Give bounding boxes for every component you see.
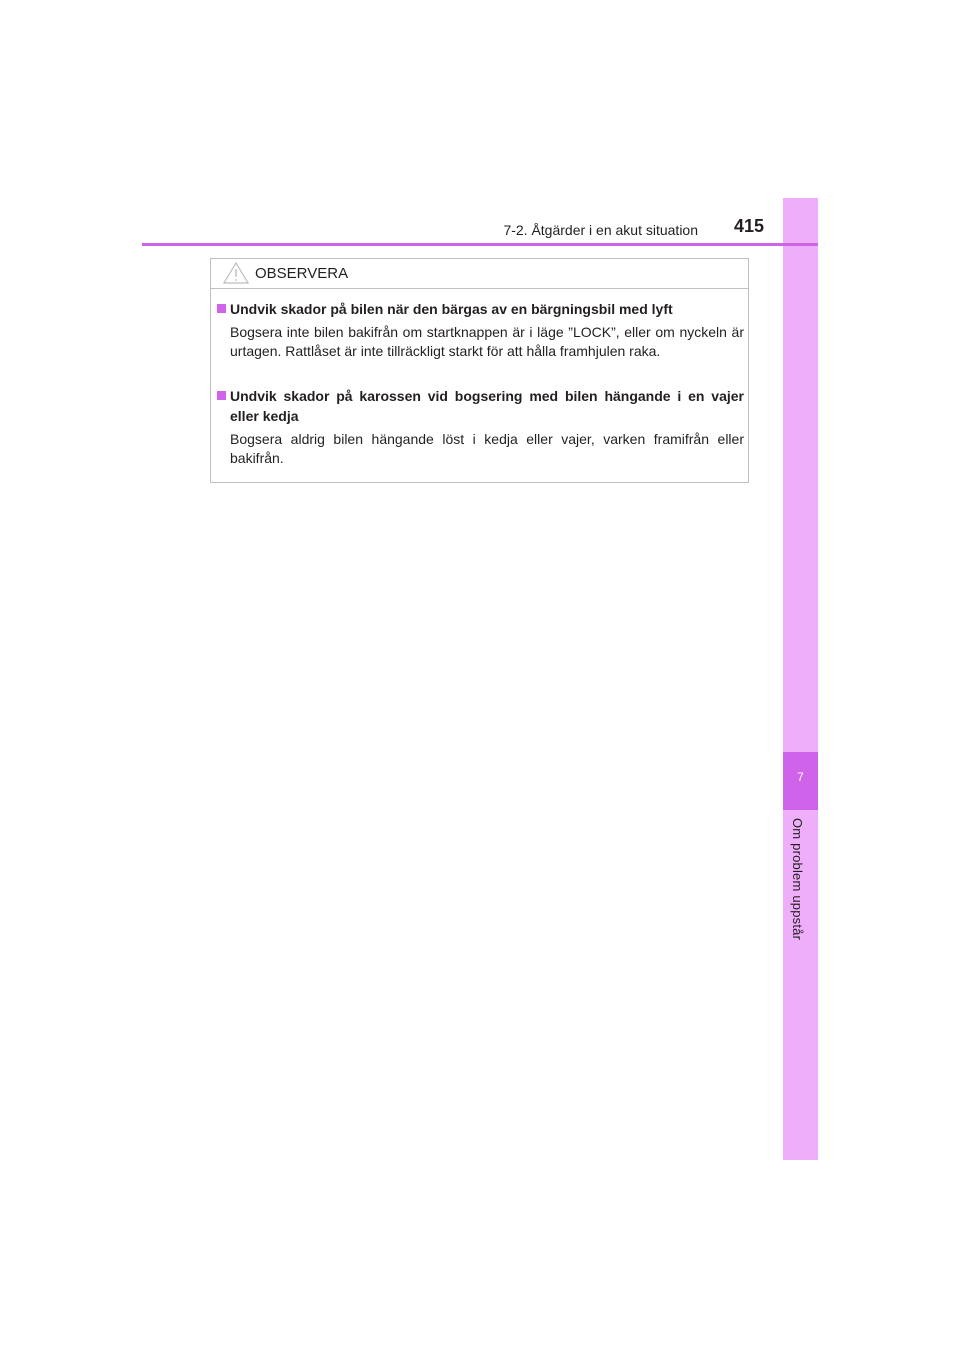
notice-box xyxy=(210,258,749,483)
notice-header xyxy=(211,259,748,289)
chapter-side-tab xyxy=(783,198,818,1160)
notice-item-body: Bogsera inte bilen bakifrån om startknappen är i läge ”LOCK”, eller om nyckeln är urtagen. Rattlåset är inte tillräckligt starkt för att hålla framhjulen raka. xyxy=(230,324,744,359)
chapter-label: Om problem uppstår xyxy=(790,818,805,941)
notice-item xyxy=(217,299,744,361)
notice-item xyxy=(217,386,744,468)
notice-item-title: Undvik skador på bilen när den bärgas av en bärgningsbil med lyft xyxy=(217,299,744,319)
section-title: 7-2. Åtgärder i en akut situation xyxy=(503,222,698,238)
notice-title: OBSERVERA xyxy=(255,265,349,282)
bullet-square-icon xyxy=(217,391,226,400)
page-number: 415 xyxy=(734,216,765,236)
notice-item-body: Bogsera aldrig bilen hängande löst i kedja eller vajer, varken framifrån eller bakifrån. xyxy=(230,431,744,466)
notice-item-title: Undvik skador på karossen vid bogsering med bilen hängande i en vajer eller kedja xyxy=(217,386,744,426)
bullet-square-icon xyxy=(217,304,226,313)
warning-triangle-icon xyxy=(223,262,249,284)
header-rule xyxy=(142,243,818,246)
chapter-number: 7 xyxy=(797,770,804,784)
